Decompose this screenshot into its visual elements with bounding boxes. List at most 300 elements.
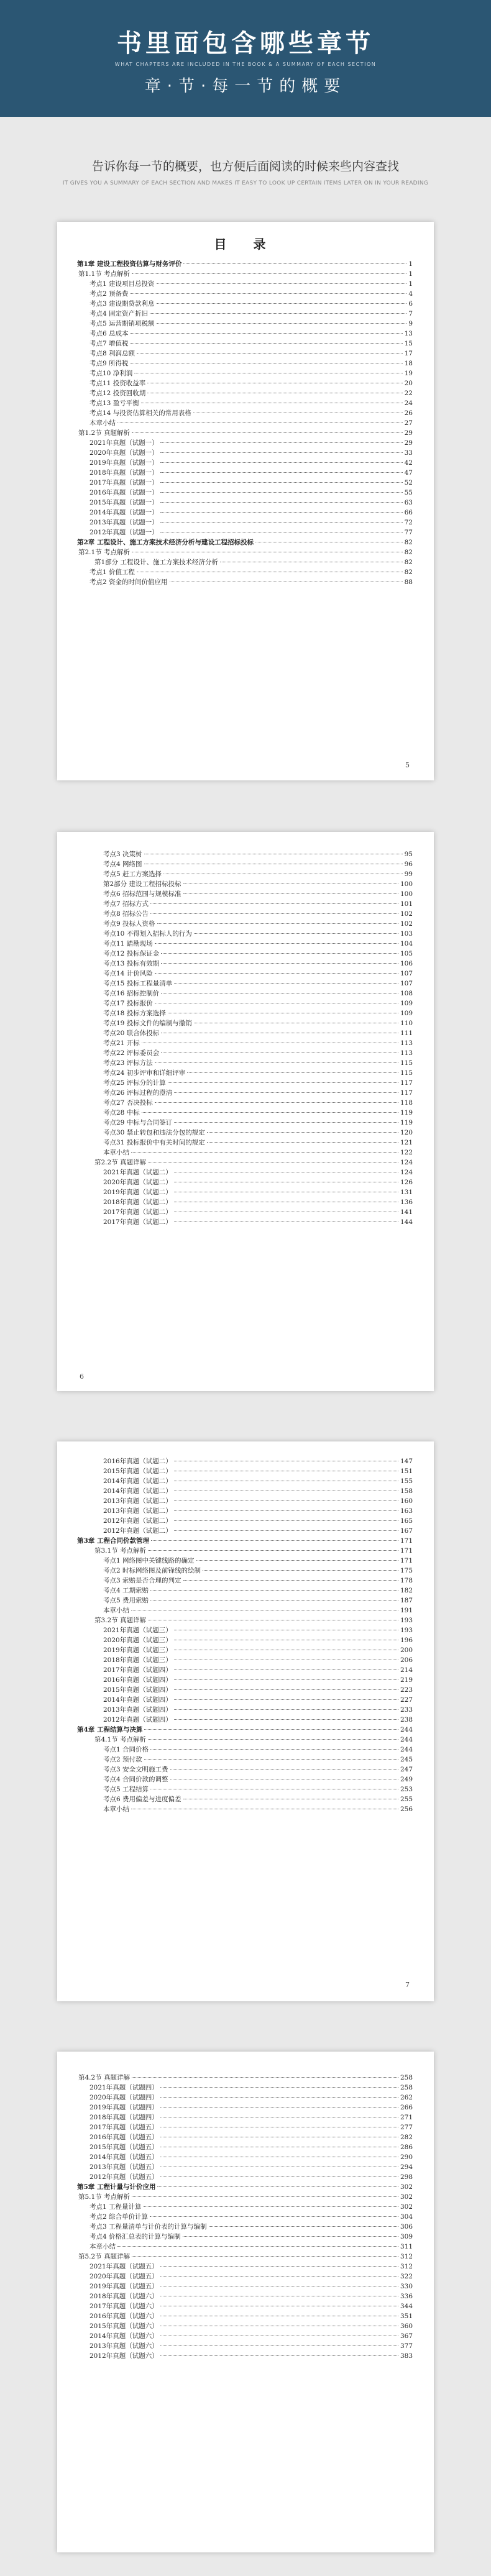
dot-leader bbox=[174, 1679, 398, 1680]
intro-text-en: IT GIVES YOU A SUMMARY OF EACH SECTION AND MAKES IT EASY TO LOOK UP CERTAIN ITEMS LATER ON IN YOUR READING bbox=[62, 180, 429, 186]
page-number: 5 bbox=[405, 761, 410, 769]
toc-row bbox=[77, 339, 413, 349]
toc-entry-title: 第5章 工程计量与计价应用 bbox=[77, 2183, 156, 2191]
toc-entry-page: 178 bbox=[400, 1577, 413, 1584]
toc-entry-title: 考点8 利润总额 bbox=[89, 350, 135, 357]
toc-entry-page: 262 bbox=[400, 2094, 413, 2101]
dot-leader bbox=[137, 353, 403, 354]
toc-row bbox=[77, 349, 413, 359]
toc-list bbox=[57, 259, 434, 587]
toc-entry-page: 244 bbox=[400, 1746, 413, 1753]
toc-row bbox=[77, 368, 413, 378]
toc-row bbox=[77, 1466, 413, 1476]
toc-entry-page: 18 bbox=[404, 360, 413, 367]
toc-entry-page: 258 bbox=[400, 2084, 413, 2091]
toc-row bbox=[77, 1774, 413, 1784]
toc-row bbox=[77, 1596, 413, 1605]
dot-leader bbox=[187, 1072, 398, 1073]
dot-leader bbox=[174, 1530, 398, 1531]
toc-entry-page: 160 bbox=[400, 1497, 413, 1505]
toc-entry-page: 82 bbox=[404, 569, 413, 576]
toc-entry-page: 63 bbox=[404, 499, 413, 506]
dot-leader bbox=[148, 1550, 398, 1551]
toc-entry-title: 2021年真题（试题五） bbox=[89, 2263, 158, 2270]
toc-row bbox=[77, 2262, 413, 2272]
toc-row bbox=[77, 1625, 413, 1635]
toc-entry-page: 103 bbox=[400, 930, 413, 938]
toc-entry-title: 考点9 投标人资格 bbox=[103, 920, 155, 928]
toc-entry-page: 302 bbox=[400, 2183, 413, 2191]
toc-entry-page: 104 bbox=[400, 940, 413, 948]
toc-list bbox=[57, 2073, 434, 2361]
toc-chapter-row bbox=[77, 1725, 413, 1735]
dot-leader bbox=[160, 452, 403, 453]
toc-entry-title: 考点4 合同价款的调整 bbox=[103, 1776, 168, 1783]
toc-row bbox=[77, 1028, 413, 1038]
toc-entry-title: 考点23 评标方法 bbox=[103, 1059, 153, 1067]
toc-row bbox=[77, 2212, 413, 2222]
toc-entry-title: 2018年真题（试题六） bbox=[89, 2293, 158, 2300]
toc-row bbox=[77, 1068, 413, 1078]
toc-row bbox=[77, 1804, 413, 1814]
toc-entry-title: 2015年真题（试题五） bbox=[89, 2144, 158, 2151]
dot-leader bbox=[170, 1769, 398, 1770]
toc-entry-page: 141 bbox=[400, 1208, 413, 1216]
toc-entry-page: 121 bbox=[400, 1139, 413, 1146]
banner-subtitle: 章·节·每一节的概要 bbox=[144, 77, 347, 96]
toc-row bbox=[77, 1038, 413, 1048]
toc-entry-title: 第1章 建设工程投资估算与财务评价 bbox=[77, 260, 182, 268]
toc-entry-title: 本章小结 bbox=[103, 1806, 129, 1813]
toc-entry-page: 9 bbox=[408, 320, 413, 327]
toc-entry-title: 考点13 盈亏平衡 bbox=[89, 400, 139, 407]
toc-entry-page: 182 bbox=[400, 1587, 413, 1594]
intro-text: 告诉你每一节的概要，也方便后面阅读的时候来些内容查找 bbox=[91, 160, 399, 173]
toc-row bbox=[77, 378, 413, 388]
toc-row bbox=[77, 2083, 413, 2093]
toc-entry-title: 本章小结 bbox=[103, 1149, 129, 1156]
toc-row bbox=[77, 2351, 413, 2361]
dot-leader bbox=[157, 323, 407, 324]
dot-leader bbox=[168, 1082, 398, 1083]
toc-entry-page: 24 bbox=[404, 400, 413, 407]
dot-leader bbox=[160, 462, 403, 463]
toc-entry-page: 131 bbox=[400, 1189, 413, 1196]
toc-entry-title: 考点6 招标范围与规模标准 bbox=[103, 890, 181, 898]
dot-leader bbox=[160, 2087, 398, 2088]
toc-entry-page: 193 bbox=[400, 1617, 413, 1624]
toc-entry-page: 17 bbox=[404, 350, 413, 357]
toc-row bbox=[77, 2272, 413, 2281]
toc-entry-page: 47 bbox=[404, 469, 413, 477]
page-number: 6 bbox=[80, 1372, 84, 1381]
toc-entry-page: 113 bbox=[400, 1039, 413, 1047]
toc-entry-page: 256 bbox=[400, 1806, 413, 1813]
toc-row bbox=[77, 1207, 413, 1217]
toc-entry-title: 考点5 费用索赔 bbox=[103, 1597, 149, 1604]
toc-entry-title: 考点14 与投资估算相关的常用表格 bbox=[89, 409, 191, 417]
toc-row bbox=[77, 1148, 413, 1158]
toc-entry-title: 考点10 净利润 bbox=[89, 370, 133, 377]
toc-row bbox=[77, 1675, 413, 1685]
toc-page bbox=[57, 222, 434, 780]
toc-row bbox=[77, 1615, 413, 1625]
toc-entry-page: 110 bbox=[400, 1020, 413, 1027]
dot-leader bbox=[150, 313, 406, 314]
toc-entry-page: 77 bbox=[404, 529, 413, 536]
toc-entry-title: 考点18 投标方案选择 bbox=[103, 1010, 166, 1017]
toc-entry-page: 99 bbox=[404, 870, 413, 878]
toc-entry-title: 2015年真题（试题二） bbox=[103, 1468, 172, 1475]
toc-entry-page: 360 bbox=[400, 2323, 413, 2330]
toc-entry-title: 2016年真题（试题四） bbox=[103, 1676, 172, 1684]
toc-entry-page: 206 bbox=[400, 1656, 413, 1664]
toc-row bbox=[77, 329, 413, 339]
toc-row bbox=[77, 1177, 413, 1187]
toc-entry-page: 244 bbox=[400, 1726, 413, 1733]
toc-entry-title: 2012年真题（试题二） bbox=[103, 1517, 172, 1525]
toc-row bbox=[77, 269, 413, 279]
dot-leader bbox=[150, 1749, 398, 1750]
toc-row bbox=[77, 448, 413, 458]
toc-entry-title: 2018年真题（试题二） bbox=[103, 1199, 172, 1206]
toc-entry-title: 2019年真题（试题四） bbox=[89, 2104, 158, 2111]
toc-row bbox=[77, 299, 413, 309]
toc-entry-title: 2014年真题（试题六） bbox=[89, 2332, 158, 2340]
toc-entry-page: 1 bbox=[408, 270, 413, 278]
toc-entry-page: 124 bbox=[400, 1169, 413, 1176]
toc-row bbox=[77, 2142, 413, 2152]
toc-entry-title: 2015年真题（试题六） bbox=[89, 2323, 158, 2330]
toc-entry-title: 2016年真题（试题五） bbox=[89, 2134, 158, 2141]
toc-entry-page: 107 bbox=[400, 980, 413, 987]
toc-list bbox=[57, 849, 434, 1227]
dot-leader bbox=[160, 522, 403, 523]
toc-entry-page: 29 bbox=[404, 429, 413, 437]
toc-row bbox=[77, 1765, 413, 1774]
toc-row bbox=[77, 1506, 413, 1516]
toc-entry-page: 111 bbox=[400, 1030, 413, 1037]
banner-subtitle-en: WHAT CHAPTERS ARE INCLUDED IN THE BOOK & A SUMMARY OF EACH SECTION bbox=[114, 62, 377, 67]
toc-row bbox=[77, 319, 413, 329]
toc-row bbox=[77, 1556, 413, 1566]
toc-row bbox=[77, 1665, 413, 1675]
toc-entry-page: 144 bbox=[400, 1218, 413, 1226]
toc-row bbox=[77, 468, 413, 478]
dot-leader bbox=[160, 472, 403, 473]
toc-row bbox=[77, 1705, 413, 1715]
toc-entry-page: 82 bbox=[404, 549, 413, 556]
toc-entry-page: 33 bbox=[404, 449, 413, 457]
toc-row bbox=[77, 557, 413, 567]
toc-entry-page: 249 bbox=[400, 1776, 413, 1783]
toc-page bbox=[57, 1441, 434, 2001]
toc-entry-page: 119 bbox=[400, 1119, 413, 1126]
dot-leader bbox=[174, 1520, 398, 1521]
toc-row bbox=[77, 1794, 413, 1804]
toc-entry-title: 考点12 投标保证金 bbox=[103, 950, 160, 957]
toc-entry-page: 82 bbox=[404, 539, 413, 546]
toc-entry-page: 7 bbox=[408, 310, 413, 317]
dot-leader bbox=[160, 512, 403, 513]
toc-entry-title: 2019年真题（试题五） bbox=[89, 2283, 158, 2290]
toc-entry-title: 第2部分 建设工程招标投标 bbox=[103, 880, 181, 888]
toc-entry-title: 2017年真题（试题二） bbox=[103, 1208, 172, 1216]
toc-row bbox=[77, 2093, 413, 2103]
toc-entry-title: 考点6 费用偏差与进度偏差 bbox=[103, 1796, 181, 1803]
header-banner bbox=[0, 0, 491, 117]
toc-entry-page: 219 bbox=[400, 1676, 413, 1684]
dot-leader bbox=[174, 1719, 398, 1720]
dot-leader bbox=[207, 1132, 398, 1133]
toc-entry-title: 考点3 工程量清单与计价表的计算与编制 bbox=[89, 2223, 207, 2231]
dot-leader bbox=[209, 2226, 398, 2227]
toc-entry-title: 2016年真题（试题一） bbox=[89, 489, 158, 496]
dot-leader bbox=[174, 983, 398, 984]
toc-entry-title: 本章小结 bbox=[89, 2243, 116, 2250]
dot-leader bbox=[117, 2246, 398, 2247]
toc-entry-page: 42 bbox=[404, 459, 413, 467]
toc-row bbox=[77, 949, 413, 959]
toc-row bbox=[77, 567, 413, 577]
toc-row bbox=[77, 2202, 413, 2212]
toc-row bbox=[77, 418, 413, 428]
toc-entry-page: 122 bbox=[400, 1149, 413, 1156]
toc-chapter-row bbox=[77, 1536, 413, 1546]
toc-entry-title: 考点17 投标报价 bbox=[103, 1000, 153, 1007]
toc-entry-page: 336 bbox=[400, 2293, 413, 2300]
toc-entry-title: 2019年真题（试题二） bbox=[103, 1189, 172, 1196]
toc-row bbox=[77, 2112, 413, 2122]
toc-entry-page: 119 bbox=[400, 1109, 413, 1117]
toc-row bbox=[77, 1546, 413, 1556]
toc-row bbox=[77, 388, 413, 398]
toc-row bbox=[77, 1088, 413, 1098]
dot-leader bbox=[160, 442, 403, 443]
toc-entry-title: 2013年真题（试题二） bbox=[103, 1497, 172, 1505]
toc-entry-page: 117 bbox=[400, 1079, 413, 1087]
toc-entry-title: 考点5 赶工方案选择 bbox=[103, 870, 162, 878]
dot-leader bbox=[155, 1102, 398, 1103]
toc-entry-page: 113 bbox=[400, 1049, 413, 1057]
toc-entry-title: 考点4 网络图 bbox=[103, 861, 142, 868]
toc-row bbox=[77, 1586, 413, 1596]
dot-leader bbox=[155, 973, 398, 974]
toc-entry-title: 第1.1节 考点解析 bbox=[78, 270, 131, 278]
toc-entry-page: 96 bbox=[404, 861, 413, 868]
dot-leader bbox=[160, 2355, 398, 2356]
toc-entry-title: 考点4 工期索赔 bbox=[103, 1587, 149, 1594]
toc-entry-page: 214 bbox=[400, 1666, 413, 1674]
toc-entry-title: 第3.2节 真题详解 bbox=[94, 1617, 147, 1624]
toc-row bbox=[77, 1098, 413, 1108]
toc-entry-page: 255 bbox=[400, 1796, 413, 1803]
dot-leader bbox=[131, 293, 407, 294]
toc-entry-page: 100 bbox=[400, 880, 413, 888]
toc-entry-page: 171 bbox=[400, 1557, 413, 1564]
dot-leader bbox=[150, 2216, 398, 2217]
toc-entry-page: 15 bbox=[404, 340, 413, 347]
dot-leader bbox=[160, 2176, 398, 2177]
toc-entry-page: 13 bbox=[404, 330, 413, 337]
toc-entry-page: 27 bbox=[404, 419, 413, 427]
toc-row bbox=[77, 979, 413, 989]
toc-row bbox=[77, 1715, 413, 1725]
toc-entry-title: 考点1 合同价格 bbox=[103, 1746, 149, 1753]
dot-leader bbox=[161, 963, 398, 964]
toc-row bbox=[77, 359, 413, 368]
toc-entry-page: 193 bbox=[400, 1627, 413, 1634]
dot-leader bbox=[157, 2186, 398, 2187]
toc-entry-title: 考点6 总成本 bbox=[89, 330, 129, 337]
toc-entry-page: 4 bbox=[408, 290, 413, 298]
toc-row bbox=[77, 478, 413, 488]
toc-row bbox=[77, 2281, 413, 2291]
toc-entry-page: 196 bbox=[400, 1637, 413, 1644]
dot-leader bbox=[160, 492, 403, 493]
toc-row bbox=[77, 859, 413, 869]
toc-entry-title: 2019年真题（试题三） bbox=[103, 1647, 172, 1654]
toc-row bbox=[77, 1118, 413, 1128]
toc-entry-page: 322 bbox=[400, 2273, 413, 2280]
toc-entry-title: 考点1 价值工程 bbox=[89, 569, 135, 576]
toc-entry-page: 330 bbox=[400, 2283, 413, 2290]
dot-leader bbox=[144, 1729, 398, 1730]
toc-entry-title: 2013年真题（试题六） bbox=[89, 2342, 158, 2350]
toc-row bbox=[77, 1187, 413, 1197]
toc-row bbox=[77, 1755, 413, 1765]
dot-leader bbox=[160, 482, 403, 483]
toc-row bbox=[77, 1784, 413, 1794]
toc-entry-page: 100 bbox=[400, 890, 413, 898]
toc-entry-title: 考点7 招标方式 bbox=[103, 900, 149, 908]
toc-entry-title: 考点5 工程结算 bbox=[103, 1786, 149, 1793]
dot-leader bbox=[148, 1739, 398, 1740]
toc-entry-title: 2013年真题（试题四） bbox=[103, 1706, 172, 1714]
toc-row bbox=[77, 1685, 413, 1695]
toc-row bbox=[77, 2122, 413, 2132]
toc-row bbox=[77, 289, 413, 299]
toc-row bbox=[77, 1576, 413, 1586]
toc-entry-title: 2018年真题（试题四） bbox=[89, 2114, 158, 2121]
toc-entry-title: 第3章 工程合同价款管理 bbox=[77, 1537, 149, 1545]
toc-entry-title: 考点11 踏勘现场 bbox=[103, 940, 153, 948]
toc-entry-page: 102 bbox=[400, 910, 413, 918]
toc-entry-page: 290 bbox=[400, 2154, 413, 2161]
toc-entry-title: 2017年真题（试题二） bbox=[103, 1218, 172, 1226]
toc-entry-page: 26 bbox=[404, 409, 413, 417]
toc-entry-title: 考点27 否决投标 bbox=[103, 1099, 153, 1107]
toc-chapter-row bbox=[77, 2182, 413, 2192]
toc-row bbox=[77, 1695, 413, 1705]
dot-leader bbox=[174, 1122, 398, 1123]
toc-page bbox=[57, 832, 434, 1391]
toc-entry-title: 考点19 投标文件的编制与撤销 bbox=[103, 1020, 192, 1027]
toc-entry-title: 2015年真题（试题四） bbox=[103, 1686, 172, 1694]
dot-leader bbox=[183, 2236, 398, 2237]
toc-entry-page: 101 bbox=[400, 900, 413, 908]
toc-entry-title: 考点8 招标公告 bbox=[103, 910, 149, 918]
toc-entry-page: 6 bbox=[408, 300, 413, 308]
toc-row bbox=[77, 2311, 413, 2321]
dot-leader bbox=[174, 1699, 398, 1700]
toc-entry-page: 309 bbox=[400, 2233, 413, 2240]
toc-row bbox=[77, 2232, 413, 2242]
toc-row bbox=[77, 1217, 413, 1227]
toc-row bbox=[77, 408, 413, 418]
toc-row bbox=[77, 438, 413, 448]
toc-list bbox=[57, 1456, 434, 1814]
toc-entry-page: 115 bbox=[400, 1059, 413, 1067]
toc-entry-title: 考点5 运营期销项税额 bbox=[89, 320, 155, 327]
toc-entry-page: 55 bbox=[404, 489, 413, 496]
page-number: 7 bbox=[405, 1981, 410, 1989]
dot-leader bbox=[144, 2206, 398, 2207]
toc-entry-page: 126 bbox=[400, 1179, 413, 1186]
toc-entry-page: 253 bbox=[400, 1786, 413, 1793]
toc-entry-title: 考点13 投标有效期 bbox=[103, 960, 160, 967]
toc-entry-title: 2019年真题（试题一） bbox=[89, 459, 158, 467]
toc-entry-title: 考点2 时标网络图及前锋线的绘制 bbox=[103, 1567, 201, 1574]
toc-entry-title: 考点3 决策树 bbox=[103, 851, 142, 858]
dot-leader bbox=[160, 502, 403, 503]
toc-row bbox=[77, 309, 413, 319]
toc-entry-title: 2013年真题（试题五） bbox=[89, 2163, 158, 2171]
toc-entry-title: 考点1 建设项目总投资 bbox=[89, 280, 155, 288]
dot-leader bbox=[150, 903, 398, 904]
toc-entry-title: 考点14 计价风险 bbox=[103, 970, 153, 977]
toc-entry-page: 294 bbox=[400, 2163, 413, 2171]
toc-entry-title: 第3.1节 考点解析 bbox=[94, 1547, 147, 1555]
toc-row bbox=[77, 1058, 413, 1068]
toc-entry-title: 2012年真题（试题六） bbox=[89, 2352, 158, 2360]
toc-entry-page: 107 bbox=[400, 970, 413, 977]
toc-entry-page: 158 bbox=[400, 1487, 413, 1495]
dot-leader bbox=[132, 432, 403, 433]
dot-leader bbox=[174, 1500, 398, 1501]
toc-row bbox=[77, 2103, 413, 2112]
toc-entry-page: 266 bbox=[400, 2104, 413, 2111]
toc-entry-title: 2014年真题（试题一） bbox=[89, 509, 158, 516]
toc-row bbox=[77, 959, 413, 969]
toc-entry-title: 2013年真题（试题一） bbox=[89, 519, 158, 526]
toc-entry-page: 151 bbox=[400, 1468, 413, 1475]
toc-entry-title: 2021年真题（试题一） bbox=[89, 439, 158, 447]
toc-entry-title: 2014年真题（试题二） bbox=[103, 1478, 172, 1485]
toc-entry-title: 考点20 联合体投标 bbox=[103, 1030, 160, 1037]
dot-leader bbox=[132, 273, 406, 274]
toc-row bbox=[77, 998, 413, 1008]
toc-entry-page: 191 bbox=[400, 1607, 413, 1614]
toc-entry-title: 考点2 资金的时间价值应用 bbox=[89, 578, 168, 586]
toc-row bbox=[77, 939, 413, 949]
toc-row bbox=[77, 899, 413, 909]
toc-row bbox=[77, 547, 413, 557]
dot-leader bbox=[174, 1669, 398, 1670]
dot-leader bbox=[131, 343, 403, 344]
toc-row bbox=[77, 1167, 413, 1177]
toc-entry-title: 2012年真题（试题二） bbox=[103, 1527, 172, 1535]
toc-row bbox=[77, 1486, 413, 1496]
toc-entry-title: 第4章 工程结算与决算 bbox=[77, 1726, 143, 1733]
toc-entry-title: 第2.2节 真题详解 bbox=[94, 1159, 147, 1166]
toc-entry-page: 109 bbox=[400, 1000, 413, 1007]
dot-leader bbox=[160, 2276, 398, 2277]
toc-row bbox=[77, 279, 413, 289]
toc-entry-page: 187 bbox=[400, 1597, 413, 1604]
toc-entry-page: 95 bbox=[404, 851, 413, 858]
dot-leader bbox=[183, 263, 406, 264]
